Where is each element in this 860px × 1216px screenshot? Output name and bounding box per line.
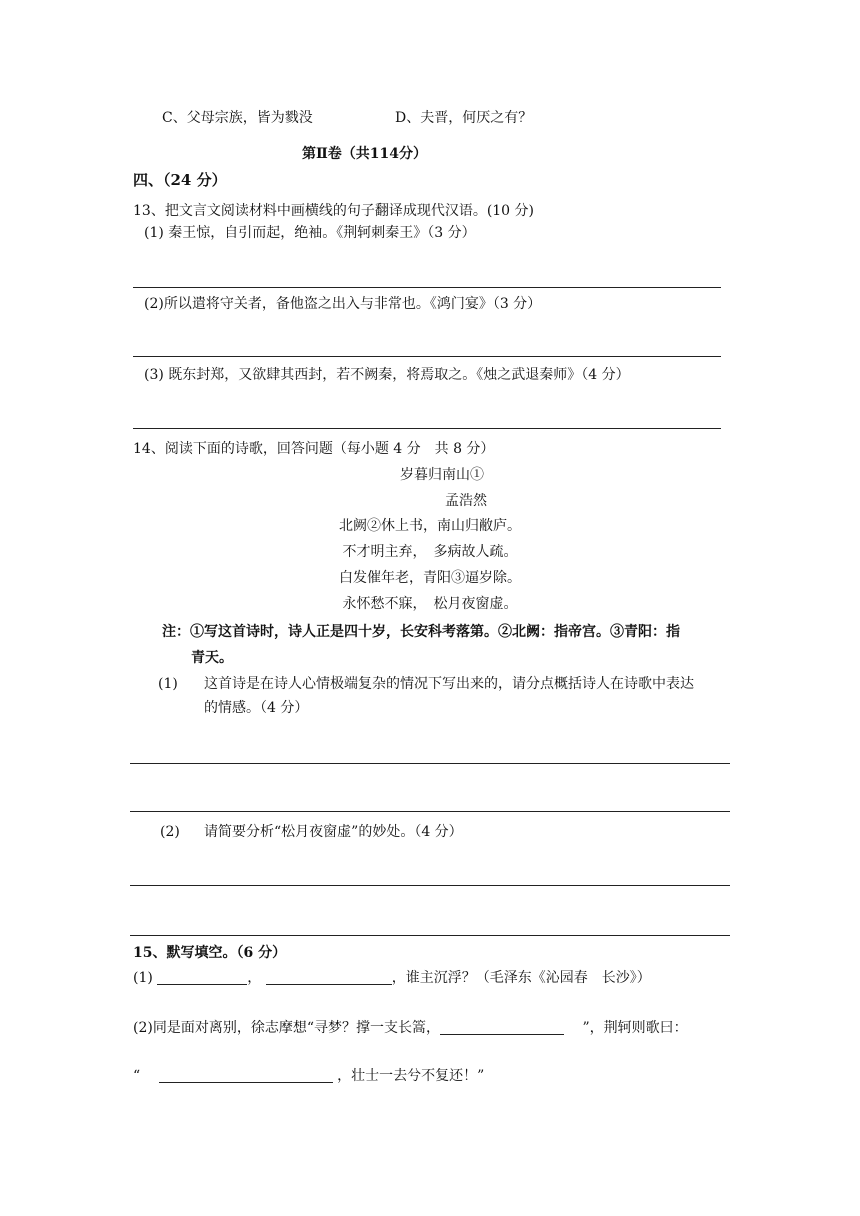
q15-heading: 15、默写填空。（6 分）: [133, 945, 287, 961]
fill-blank[interactable]: [159, 1068, 333, 1083]
fill-blank[interactable]: [266, 970, 392, 985]
q15-item-2-prefix: (2)同是面对离别，徐志摩想“寻梦？撑一支长篙，: [133, 1020, 440, 1036]
poem-line: 北阙②休上书，南山归敝庐。: [339, 518, 521, 534]
q15-item-1-separator: ，: [247, 970, 262, 986]
q13-item-3: (3) 既东封郑，又欲肆其西封，若不阙秦，将焉取之。《烛之武退秦师》（4 分）: [144, 367, 630, 383]
option-d: D、夫晋，何厌之有？: [395, 110, 533, 126]
poem-author: 孟浩然: [445, 493, 487, 509]
q14-sub2-text: 请简要分析“松月夜窗虚”的妙处。（4 分）: [204, 824, 463, 840]
q14-stem: 14、阅读下面的诗歌，回答问题（每小题 4 分 共 8 分）: [133, 441, 495, 457]
q14-sub1-text-1: 这首诗是在诗人心情极端复杂的情况下写出来的，请分点概括诗人在诗歌中表达: [204, 676, 694, 692]
q13-item-1: (1) 秦王惊，自引而起，绝袖。《荆轲刺秦王》（3 分）: [144, 225, 476, 241]
q15-item-2: [133, 1020, 688, 1035]
poem-note-line-1: 注：①写这首诗时，诗人正是四十岁，长安科考落第。②北阙：指帝宫。③青阳：指: [162, 624, 680, 640]
answer-line: [130, 935, 730, 936]
q13-stem: 13、把文言文阅读材料中画横线的句子翻译成现代汉语。(10 分): [133, 203, 535, 219]
poem-note-line-2: 青天。: [191, 650, 233, 666]
answer-line: [130, 811, 730, 812]
poem-line: 永怀愁不寐， 松月夜窗虚。: [342, 596, 518, 612]
q15-item-3-suffix: ，壮士一去兮不复还！”: [337, 1068, 485, 1084]
poem-line: 不才明主弃， 多病故人疏。: [342, 544, 518, 560]
option-c: C、父母宗族，皆为戮没: [162, 110, 313, 126]
q15-item-3: [133, 1068, 484, 1083]
answer-line: [130, 885, 730, 886]
fill-blank[interactable]: [157, 970, 247, 985]
q14-sub2-number: (2): [160, 824, 180, 840]
answer-line: [130, 763, 730, 764]
q15-item-3-prefix: “: [133, 1068, 141, 1084]
poem-title: 岁暮归南山①: [400, 467, 484, 483]
fill-blank[interactable]: [440, 1020, 564, 1035]
q15-item-1-suffix: ，谁主沉浮？（毛泽东《沁园春 长沙》）: [391, 970, 651, 986]
q15-item-1-number: (1): [133, 970, 153, 986]
answer-line: [133, 428, 721, 429]
section-heading: 四、（24 分）: [133, 171, 227, 189]
answer-line: [133, 356, 721, 357]
part-title: 第Ⅱ卷（共114分）: [302, 146, 428, 162]
q14-sub1-text-2: 的情感。（4 分）: [204, 700, 309, 716]
q15-item-1: [133, 970, 651, 985]
q14-sub1-number: (1): [158, 676, 178, 692]
poem-line: 白发催年老，青阳③逼岁除。: [339, 570, 521, 586]
q13-item-2: (2)所以遣将守关者，备他盗之出入与非常也。《鸿门宴》（3 分）: [144, 296, 542, 312]
q15-item-2-suffix: ”，荆轲则歌曰：: [582, 1020, 688, 1036]
answer-line: [133, 287, 721, 288]
